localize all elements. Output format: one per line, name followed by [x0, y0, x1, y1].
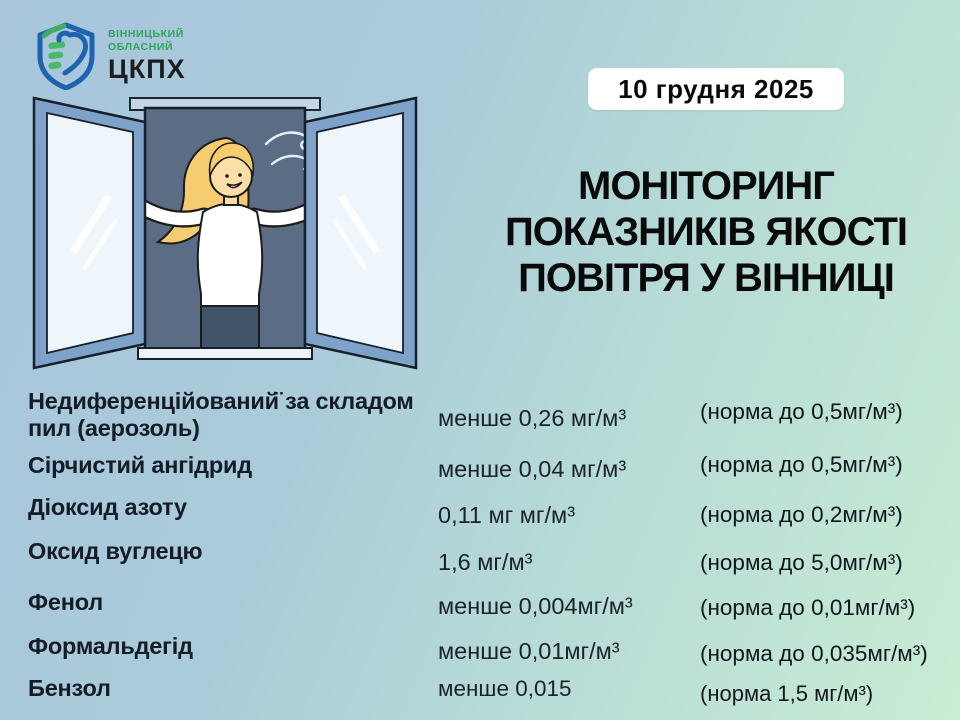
logo-org-line1: ВІННИЦЬКИЙ	[108, 28, 184, 40]
title-line3: ПОВІТРЯ У ВІННИЦІ	[518, 256, 894, 300]
pollutant-norm: (норма до 0,035мг/м³)	[700, 641, 928, 666]
pollutant-value: менше 0,01мг/м³	[438, 638, 620, 664]
pollutant-name: Формальдегід	[28, 633, 193, 659]
pollutant-value: 1,6 мг/м³	[438, 549, 533, 575]
pollutant-norm: (норма до 0,2мг/м³)	[700, 502, 903, 527]
pollutant-norm: (норма до 0,5мг/м³)	[700, 399, 903, 424]
pollutant-name: Бензол	[28, 675, 111, 701]
date-text: 10 грудня 2025	[618, 73, 814, 104]
pollutant-value: менше 0,04 мг/м³	[438, 456, 627, 482]
pollutant-value: менше 0,26 мг/м³	[438, 405, 627, 431]
pollutant-value: 0,11 мг мг/м³	[438, 502, 576, 528]
pollutant-value: менше 0,004мг/м³	[438, 593, 633, 619]
title-line2: ПОКАЗНИКІВ ЯКОСТІ	[504, 210, 908, 254]
logo-org-line2: ОБЛАСНИЙ	[108, 40, 174, 53]
pollutant-name: Фенол	[28, 589, 104, 615]
pollutant-name: Сірчистий ангідрид	[28, 452, 252, 478]
pollutant-norm: (норма до 0,01мг/м³)	[700, 595, 916, 620]
pollutant-norm: (норма до 0,5мг/м³)	[700, 452, 903, 477]
pollutant-name: Діоксид азоту	[28, 494, 187, 520]
title-line1: МОНІТОРИНГ	[578, 164, 834, 208]
pollutant-norm: (норма 1,5 мг/м³)	[700, 681, 874, 706]
pollutant-value: менше 0,015	[438, 676, 572, 701]
pollutant-name: Оксид вуглецю	[28, 538, 203, 564]
pollutant-name: Недиференційований̈ за складом пил (аерозоль)	[28, 388, 414, 441]
logo-acronym: ЦКПХ	[108, 54, 186, 84]
pollutant-norm: (норма до 5,0мг/м³)	[700, 550, 903, 575]
